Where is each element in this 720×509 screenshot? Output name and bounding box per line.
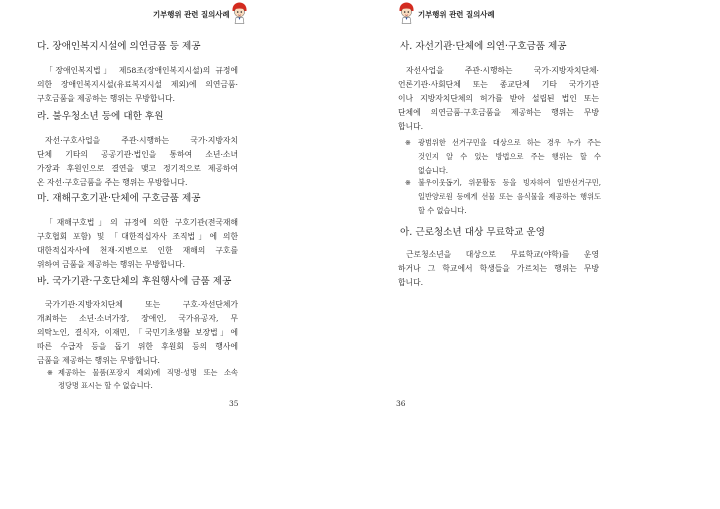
paragraph	[398, 248, 599, 290]
note	[47, 366, 238, 392]
note-line: 광범위한 선거구민을 대상으로 하는 경우 누가 주는	[418, 138, 601, 147]
running-header-title: 기부행위 관련 질의사례	[153, 10, 230, 19]
paragraph	[37, 298, 238, 368]
paragraph-line: 하거나 그 학교에서 학생들을 가르치는 행위는 무방	[398, 264, 599, 273]
paragraph-line: 구호협회 포함) 및 「대한적십자사 조직법」에 의한	[37, 232, 238, 241]
paragraph-line: 국가기관·지방자치단체 또는 구호·자선단체가	[45, 300, 238, 309]
paragraph-line: 개최하는 소년·소녀가장, 장애인, 국가유공자, 무	[37, 314, 238, 323]
paragraph-line: 「재해구호법」의 규정에 의한 구호기관(전국재해	[45, 218, 238, 227]
section-heading: 바. 국가기관·구호단체의 후원행사에 금품 제공	[37, 276, 232, 287]
paragraph-line: 단체 기타의 공공기관·법인을 통하여 소년·소녀	[37, 150, 238, 159]
note-line: 불우이웃돕기, 위문활동 등을 빙자하여 일반선거구민,	[418, 178, 601, 187]
paragraph-line: 언론기관·사회단체 또는 종교단체 기타 국가기관	[398, 80, 599, 89]
note-line: 할 수 없습니다.	[418, 206, 467, 215]
section-heading: 아. 근로청소년 대상 무료학교 운영	[400, 227, 545, 238]
note	[405, 176, 601, 218]
mascot-icon	[231, 2, 248, 24]
paragraph-line: 구호금품을 제공하는 행위는 무방합니다.	[37, 94, 175, 103]
paragraph-line: 위하여 금품을 제공하는 행위는 무방합니다.	[37, 260, 185, 269]
paragraph-line: 대한적십자사에 천재·지변으로 인한 재해의 구호를	[37, 246, 238, 255]
paragraph	[37, 134, 238, 190]
note	[405, 136, 601, 178]
paragraph-line: 단체에 의연금품·구호금품을 제공하는 행위는 무방	[398, 108, 599, 117]
note-mark: ※	[405, 138, 412, 147]
paragraph-line: 자선사업을 주관·시행하는 국가·지방자치단체·	[406, 66, 599, 75]
paragraph-line: 의한 장애인복지시설(유료복지시설 제외)에 의연금품·	[37, 80, 238, 89]
note-line: 정당명 표시는 할 수 없습니다.	[58, 381, 153, 390]
paragraph-line: 「장애인복지법」 제58조(장애인복지시설)의 규정에	[45, 66, 238, 75]
page-number: 35	[229, 399, 239, 408]
paragraph-line: 자선·구호사업을 주관·시행하는 국가·지방자치	[45, 136, 238, 145]
right-page	[360, 0, 720, 509]
running-header-title: 기부행위 관련 질의사례	[418, 10, 495, 19]
paragraph-line: 가장과 후원인으로 결연을 맺고 정기적으로 제공하여	[37, 164, 238, 173]
mascot-icon	[398, 2, 415, 24]
paragraph-line: 따른 수급자 등을 돕기 위한 후원회 등의 행사에	[37, 342, 238, 351]
paragraph	[37, 64, 238, 106]
paragraph-line: 합니다.	[398, 122, 424, 131]
note-mark: ※	[47, 368, 54, 377]
paragraph-line: 온 자선·구호금품을 주는 행위는 무방합니다.	[37, 178, 188, 187]
section-heading: 사. 자선기관·단체에 의연·구호금품 제공	[400, 41, 567, 52]
section-heading: 마. 재해구호기관·단체에 구호금품 제공	[37, 193, 201, 204]
paragraph-line: 근로청소년을 대상으로 무료학교(야학)를 운영	[406, 250, 599, 259]
note-line: 없습니다.	[418, 166, 449, 175]
paragraph-line: 의탁노인, 결식자, 이재민, 「국민기초생활 보장법」에	[37, 328, 238, 337]
section-heading: 다. 장애인복지시설에 의연금품 등 제공	[37, 41, 201, 52]
paragraph-line: 금품을 제공하는 행위는 무방합니다.	[37, 356, 160, 365]
paragraph-line: 합니다.	[398, 278, 424, 287]
note-line: 일반양로원 등에게 선물 또는 음식물을 제공하는 행위도	[418, 192, 601, 201]
note-line: 것인지 알 수 있는 방법으로 주는 행위는 할 수	[418, 152, 601, 161]
section-heading: 라. 불우청소년 등에 대한 후원	[37, 111, 164, 122]
paragraph-line: 이나 지방자치단체의 허가를 받아 설립된 법인 또는	[398, 94, 599, 103]
page-number: 36	[396, 399, 406, 408]
paragraph	[37, 216, 238, 272]
note-mark: ※	[405, 178, 412, 187]
paragraph	[398, 64, 599, 134]
note-line: 제공하는 물품(포장지 제외)에 직명·성명 또는 소속	[58, 368, 238, 377]
